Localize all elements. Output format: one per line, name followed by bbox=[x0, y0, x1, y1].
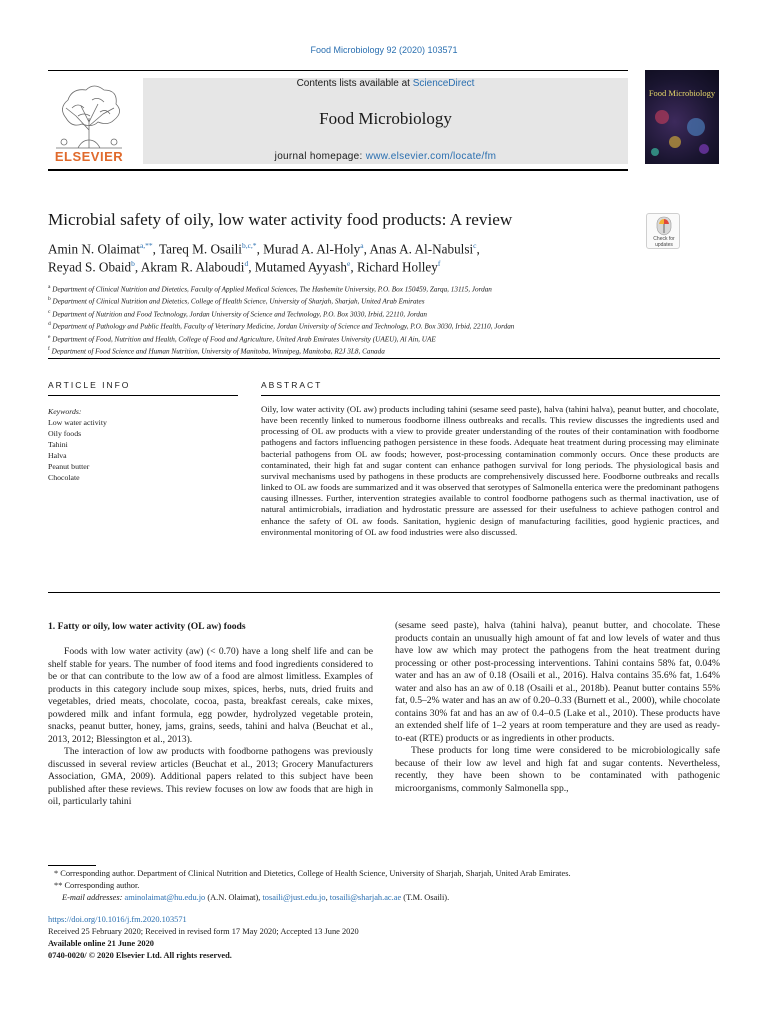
affiliation-text: Department of Nutrition and Food Technology, Jordan University of Science and Technology, P.O. Box 3030, Irbid, 22110, Jordan bbox=[52, 310, 428, 319]
abstract-bottom-rule bbox=[48, 592, 720, 593]
affiliation-text: Department of Pathology and Public Health, Faculty of Veterinary Medicine, Jordan University of Science and Technology, P.O. Box 3030, Irbid, 22110, Jordan bbox=[52, 322, 515, 331]
author-affiliation-mark[interactable]: b,c,* bbox=[241, 241, 257, 250]
body-paragraph: The interaction of low aw products with foodborne pathogens was previously discussed in several review articles (Beuchat et al., 2013; Grocery Manufacturers Association, GMA, 2009). Additional papers related to this subject have been published after these reviews. This review focuses on low aw foods that are high in oil, particularly tahini bbox=[48, 746, 373, 807]
keyword-item: Low water activity bbox=[48, 418, 107, 427]
elsevier-wordmark: ELSEVIER bbox=[54, 149, 124, 164]
affiliation-key: b bbox=[48, 296, 51, 303]
authors-line-1 bbox=[48, 241, 480, 257]
cover-title: Food Microbiology bbox=[648, 88, 716, 98]
cover-decoration bbox=[699, 144, 709, 154]
journal-cover-image[interactable] bbox=[645, 70, 719, 164]
author-separator: , bbox=[248, 259, 255, 275]
author-affiliation-mark[interactable]: e bbox=[347, 259, 351, 268]
affiliation-item bbox=[48, 282, 728, 294]
affiliation-text: Department of Clinical Nutrition and Dietetics, College of Health Science, University of Sharjah, Sharjah, United Arab Emirates bbox=[52, 297, 425, 306]
email-owner: (A.N. Olaimat), bbox=[205, 893, 263, 902]
article-title: Microbial safety of oily, low water activity food products: A review bbox=[48, 210, 513, 229]
author-name[interactable]: Amin N. Olaimat bbox=[48, 241, 140, 257]
cover-decoration bbox=[651, 148, 659, 156]
body-paragraph: (sesame seed paste), halva (tahini halva), peanut butter, and chocolate. These products contain an unusually high amount of fat and low levels of water and thus have low aw which may protect the pathogens from the heat treatment during processing or other post-processing interventions. Tahini contains 58% fat, 0.04% water and has an aw of 0.18 (Osaili et al., 2016). Halva contains 35.6% fat, 1.64% water and also has an aw of 0.18 (Osaili et al., 2018b). Peanut butter contains 55% fat, 0.5–2% water and has an aw of 0.20–0.33 (Burnett et al., 2000), while chocolate contains 30% fat and has an aw of 0.4–0.5 (Lake et al., 2010). These products have an extended shelf life of 1–2 years at room temperature and they are used as ready-to-eat (RTE) products or as ingredients in other products. bbox=[395, 620, 720, 744]
affiliation-item bbox=[48, 344, 728, 356]
journal-citation-link[interactable]: Food Microbiology 92 (2020) 103571 bbox=[310, 45, 458, 55]
author-separator: , bbox=[350, 259, 357, 275]
email-link[interactable]: aminolaimat@hu.edu.jo bbox=[124, 893, 206, 902]
check-for-updates-button[interactable] bbox=[646, 213, 680, 249]
body-paragraph: Foods with low water activity (aw) (< 0.70) have a long shelf life and can be shelf stable for years. The number of food items and food ingredients considered to be or that can contribute to the low aw of a food are almost limitless. Examples of products in this category include soup mixes, spices, herbs, nuts, dried fruits and vegetables, dried meats, chocolate, cocoa, pasta, breakfast cereals, cake mixes, powdered milk and infant formula, egg powder, hydrolyzed vegetable protein, snacks, peanut butter, honey, jams, grains, seeds, tahini and halva (Beuchat et al., 2013, 2012; Blessington et al., 2013). bbox=[48, 646, 373, 745]
author-affiliation-mark[interactable]: d bbox=[244, 259, 249, 268]
doi-link[interactable]: https://doi.org/10.1016/j.fm.2020.103571 bbox=[48, 915, 187, 924]
author-name[interactable]: Anas A. Al-Nabulsi bbox=[369, 241, 474, 257]
affiliation-key: a bbox=[48, 284, 51, 290]
copyright-notice: 0740-0020/ © 2020 Elsevier Ltd. All rights reserved. bbox=[48, 951, 232, 960]
keyword-item: Peanut butter bbox=[48, 462, 90, 471]
email-label: E-mail addresses: bbox=[62, 893, 123, 902]
body-column-right bbox=[395, 620, 720, 795]
affiliation-key: d bbox=[48, 321, 51, 328]
body-column-left bbox=[48, 646, 373, 809]
author-name[interactable]: Richard Holley bbox=[356, 259, 438, 275]
check-for-updates-icon bbox=[655, 216, 673, 236]
header-bottom-rule bbox=[48, 169, 628, 171]
corresponding-author-note: * Corresponding author. Department of Clinical Nutrition and Dietetics, College of Health Science, University of Sharjah, Sharjah, United Arab Emirates. bbox=[54, 869, 571, 878]
body-paragraph: These products for long time were considered to be microbiologically safe because of their low aw level and high fat and sugar contents. Nevertheless, recently, they have been shown to be contaminated with pathogenic microorganisms, commonly Salmonella spp., bbox=[395, 745, 720, 794]
author-separator: , bbox=[476, 241, 480, 257]
cover-decoration bbox=[669, 136, 681, 148]
author-name[interactable]: Mutamed Ayyash bbox=[254, 259, 347, 275]
author-affiliation-mark[interactable]: a bbox=[360, 241, 364, 250]
author-separator: , bbox=[363, 241, 370, 257]
abstract-text: Oily, low water activity (OL aw) products including tahini (sesame seed paste), halva (tahini halva), peanut butter, and chocolate, have been recently linked to numerous foodborne illness outbreaks and recalls. This review discusses the ingredients used and processing of OL aw products with a view to provide greater understanding of the routes of their contamination with foodborne pathogens and factors influencing pathogen persistence in these foods. Adequate heat treatment during processing may eliminate bacterial pathogens from OL aw foods; however, post-processing contamination commonly occurs. Once these products are contaminated, their high fat and sugar content can enhance pathogen survival for long periods. The physiological basis and survival mechanisms used by pathogens in these products are comprehensively discussed here. Foodborne outbreaks and recalls linked to OL aw foods are summarized and it was observed that serotypes of Salmonella enterica were the predominant pathogens causing illnesses. Further, intervention strategies available to control foodborne pathogens such as thermal inactivation, use of natural antimicrobials, irradiation and hydrostatic pressure are assessed for their usefulness to achieve pathogen control and enhance the safety of OL aw foods. Sanitation, hygienic design of manufacturing facilities, good hygienic practices, and environmental monitoring of OL aw food industries were also discussed. bbox=[261, 404, 719, 537]
author-affiliation-mark[interactable]: b bbox=[131, 259, 135, 268]
cover-decoration bbox=[687, 118, 705, 136]
keywords-label: Keywords: bbox=[48, 407, 82, 416]
keyword-item: Tahini bbox=[48, 440, 68, 449]
received-dates: Received 25 February 2020; Received in revised form 17 May 2020; Accepted 13 June 2020 bbox=[48, 927, 359, 936]
section-heading: 1. Fatty or oily, low water activity (OL aw) foods bbox=[48, 621, 246, 632]
email-separator: , bbox=[325, 893, 330, 902]
email-addresses bbox=[48, 892, 728, 904]
journal-homepage-link[interactable]: www.elsevier.com/locate/fm bbox=[365, 151, 497, 162]
publication-info bbox=[48, 914, 728, 962]
corresponding-author-text: Corresponding author. Department of Clinical Nutrition and Dietetics, College of Health Science, University of Sharjah, Sharjah, United Arab Emirates. bbox=[60, 869, 571, 878]
corresponding-author-note: ** Corresponding author. bbox=[54, 881, 140, 890]
corresponding-author-text: Corresponding author. bbox=[64, 881, 140, 890]
abstract-top-rule bbox=[261, 395, 720, 396]
header-top-rule bbox=[48, 70, 628, 71]
affiliation-key: c bbox=[48, 308, 51, 315]
article-info-rule bbox=[48, 395, 238, 396]
keyword-item: Chocolate bbox=[48, 473, 80, 482]
author-name[interactable]: Murad A. Al-Holy bbox=[263, 241, 361, 257]
author-affiliation-mark[interactable]: a,** bbox=[139, 241, 153, 250]
check-for-updates-label: Check for updates bbox=[653, 236, 675, 248]
author-separator: , bbox=[256, 241, 264, 257]
contents-line bbox=[143, 78, 628, 89]
affiliation-item bbox=[48, 319, 728, 331]
affiliation-item bbox=[48, 332, 728, 344]
author-name[interactable]: Tareq M. Osaili bbox=[159, 241, 242, 257]
journal-homepage-line bbox=[143, 151, 628, 162]
authors-line-2 bbox=[48, 259, 440, 275]
affiliations-bottom-rule bbox=[48, 358, 720, 359]
keyword-item: Halva bbox=[48, 451, 67, 460]
author-separator: , bbox=[152, 241, 160, 257]
cover-decoration bbox=[655, 110, 669, 124]
author-separator: , bbox=[134, 259, 141, 275]
email-link[interactable]: tosaili@sharjah.ac.ae bbox=[329, 893, 402, 902]
footnote-rule bbox=[48, 865, 96, 866]
contents-prefix: Contents lists available at bbox=[296, 78, 413, 89]
keyword-item: Oily foods bbox=[48, 429, 82, 438]
journal-title: Food Microbiology bbox=[319, 109, 452, 128]
affiliation-text: Department of Clinical Nutrition and Dietetics, Faculty of Applied Medical Sciences, The Hashemite University, P.O. Box 150459, Zarqa, 13115, Jordan bbox=[52, 285, 492, 294]
author-name[interactable]: Reyad S. Obaid bbox=[48, 259, 132, 275]
author-name[interactable]: Akram R. Alaboudi bbox=[140, 259, 245, 275]
sciencedirect-link[interactable]: ScienceDirect bbox=[412, 78, 475, 89]
author-affiliation-mark[interactable]: c bbox=[473, 241, 477, 250]
affiliations-list bbox=[48, 282, 728, 356]
affiliation-item bbox=[48, 307, 728, 319]
email-owner: (T.M. Osaili). bbox=[401, 893, 450, 902]
article-info-heading: ARTICLE INFO bbox=[48, 380, 131, 390]
email-link[interactable]: tosaili@just.edu.jo bbox=[262, 893, 326, 902]
affiliation-key: e bbox=[48, 333, 51, 340]
footnotes bbox=[48, 868, 728, 904]
homepage-prefix: journal homepage: bbox=[274, 151, 366, 162]
affiliation-item bbox=[48, 294, 728, 306]
available-online: Available online 21 June 2020 bbox=[48, 939, 154, 948]
affiliation-text: Department of Food Science and Human Nutrition, University of Manitoba, Winnipeg, Manitoba, R2J 3L8, Canada bbox=[51, 347, 385, 356]
keywords-block bbox=[48, 406, 238, 483]
affiliation-key: f bbox=[48, 345, 50, 352]
affiliation-text: Department of Food, Nutrition and Health, College of Food and Agriculture, United Arab Emirates University (UAEU), Al Ain, UAE bbox=[52, 334, 436, 343]
author-affiliation-mark[interactable]: f bbox=[437, 259, 441, 268]
abstract-heading: ABSTRACT bbox=[261, 380, 323, 390]
